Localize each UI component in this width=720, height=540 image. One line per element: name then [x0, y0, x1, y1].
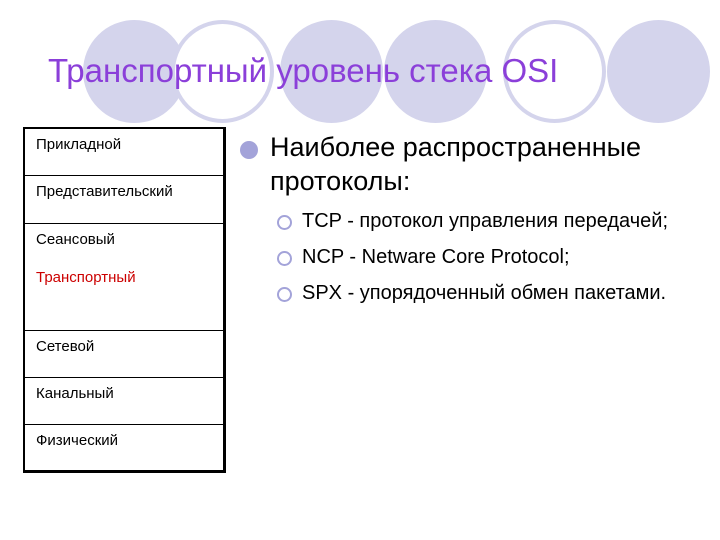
- list-item: [240, 208, 710, 235]
- osi-layer-row: [25, 129, 223, 176]
- decor-circle-4: [607, 20, 710, 123]
- list-item-text: SPX - упорядоченный обмен пакетами.: [302, 282, 667, 304]
- filled-circle-bullet-icon: [240, 141, 258, 159]
- ring-bullet-icon: [277, 287, 292, 302]
- osi-layer-label: Сетевой: [36, 338, 95, 355]
- list-item-text: NCP - Netware Core Protocol;: [302, 246, 570, 268]
- osi-layer-row: [25, 224, 223, 331]
- osi-layer-label: Физический: [36, 432, 119, 449]
- ring-bullet-icon: [277, 215, 292, 230]
- osi-layer-row: [25, 425, 223, 470]
- list-item: [240, 280, 710, 307]
- osi-layer-row: [25, 331, 223, 378]
- list-item-text: TCP - протокол управления передачей;: [302, 210, 669, 232]
- osi-layer-label: Канальный: [36, 385, 114, 402]
- slide-content: [240, 130, 710, 316]
- bullet-heading: [240, 130, 710, 198]
- osi-layer-label: Сеансовый: [36, 231, 115, 248]
- osi-layer-row: [25, 378, 223, 425]
- osi-layer-label: Представительский: [36, 183, 173, 200]
- osi-layer-highlight: Транспортный: [36, 269, 136, 286]
- slide-title: Транспортный уровень стека OSI: [48, 52, 559, 89]
- osi-layer-label: Прикладной: [36, 136, 122, 153]
- ring-bullet-icon: [277, 251, 292, 266]
- osi-layer-row: [25, 176, 223, 224]
- list-item: [240, 244, 710, 271]
- bullet-heading-text: Наиболее распространенные протоколы:: [270, 132, 642, 196]
- protocol-list: [240, 208, 710, 307]
- osi-layers-table: [23, 127, 226, 473]
